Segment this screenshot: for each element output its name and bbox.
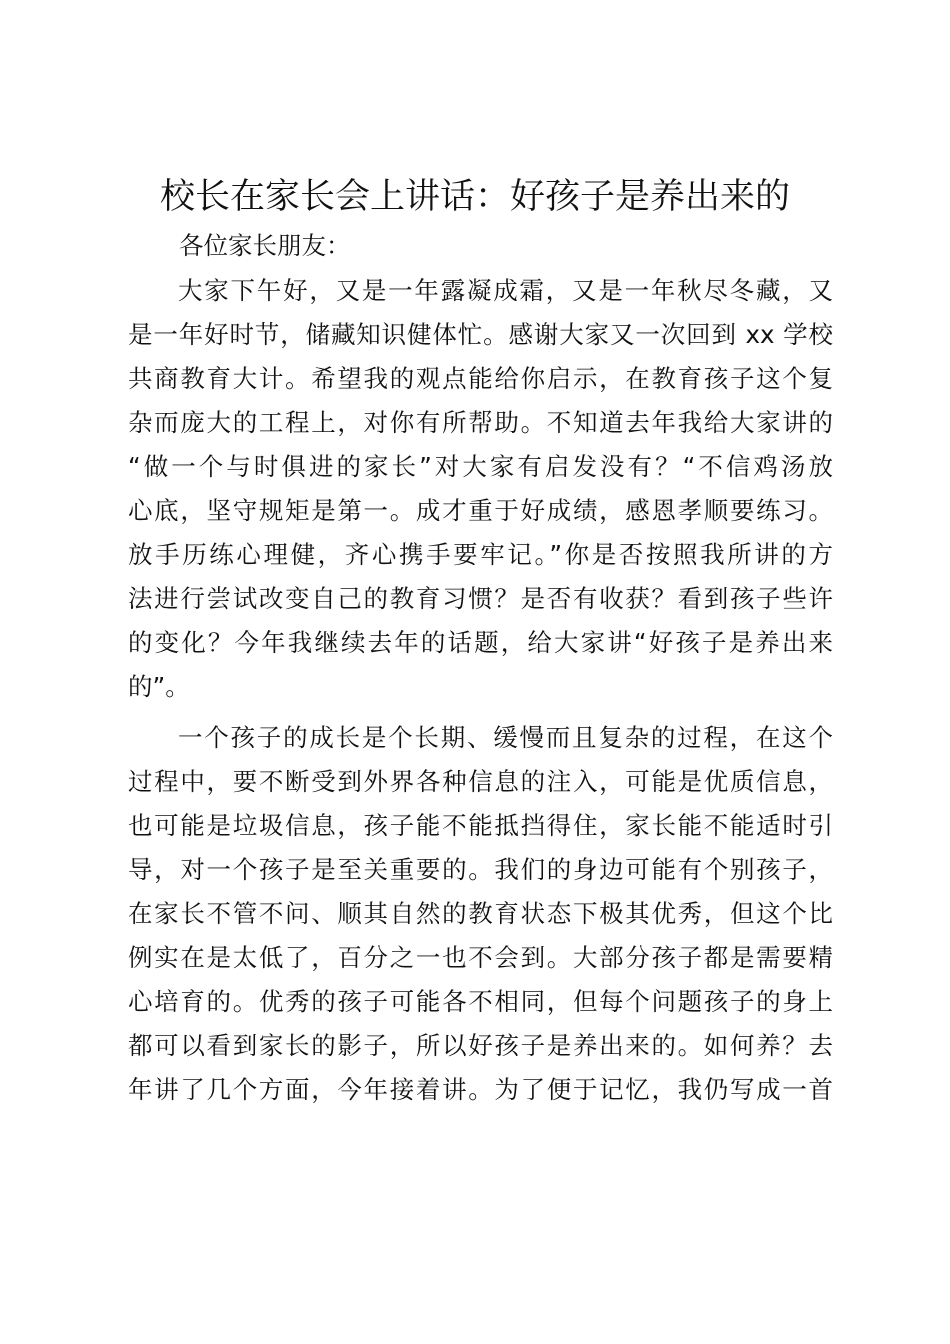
paragraph-line: 的”。 [128, 672, 190, 701]
paragraph-line: 也可能是垃圾信息，孩子能不能抵挡得住，家长能不能适时引 [128, 811, 833, 840]
paragraph-line: 在家长不管不问、顺其自然的教育状态下极其优秀，但这个比 [128, 899, 833, 928]
paragraph-line: 法进行尝试改变自己的教育习惯？是否有收获？看到孩子些许 [128, 584, 833, 613]
paragraph-line: 放手历练心理健，齐心携手要牢记。”你是否按照我所讲的方 [128, 540, 833, 569]
paragraph-line: 心底，坚守规矩是第一。成才重于好成绩，感恩孝顺要练习。 [128, 496, 833, 525]
paragraph-line: 例实在是太低了，百分之一也不会到。大部分孩子都是需要精 [128, 943, 833, 972]
paragraph-line: “做一个与时俱进的家长”对大家有启发没有？“不信鸡汤放 [128, 452, 833, 481]
paragraph-line: 导，对一个孩子是至关重要的。我们的身边可能有个别孩子， [128, 855, 833, 884]
paragraph-line: 共商教育大计。希望我的观点能给你启示，在教育孩子这个复 [128, 364, 833, 393]
document-title: 校长在家长会上讲话：好孩子是养出来的 [159, 177, 790, 217]
paragraph-growth [128, 716, 833, 1112]
paragraph-line: 过程中，要不断受到外界各种信息的注入，可能是优质信息， [128, 767, 833, 796]
paragraph-line: 杂而庞大的工程上，对你有所帮助。不知道去年我给大家讲的 [128, 408, 833, 437]
paragraph-line: 大家下午好，又是一年露凝成霜，又是一年秋尽冬藏，又 [178, 276, 833, 305]
salutation: 各位家长朋友： [179, 231, 351, 260]
paragraph-line: 年讲了几个方面，今年接着讲。为了便于记忆，我仍写成一首 [128, 1075, 833, 1104]
paragraph-line: 心培育的。优秀的孩子可能各不相同，但每个问题孩子的身上 [128, 987, 833, 1016]
paragraph-line: 都可以看到家长的影子，所以好孩子是养出来的。如何养？去 [128, 1031, 833, 1060]
paragraph-greeting [128, 269, 833, 709]
paragraph-line: 是一年好时节，储藏知识健体忙。感谢大家又一次回到 xx 学校 [128, 320, 833, 349]
paragraph-line: 的变化？今年我继续去年的话题，给大家讲“好孩子是养出来 [128, 628, 833, 657]
paragraph-line: 一个孩子的成长是个长期、缓慢而且复杂的过程，在这个 [178, 723, 833, 752]
